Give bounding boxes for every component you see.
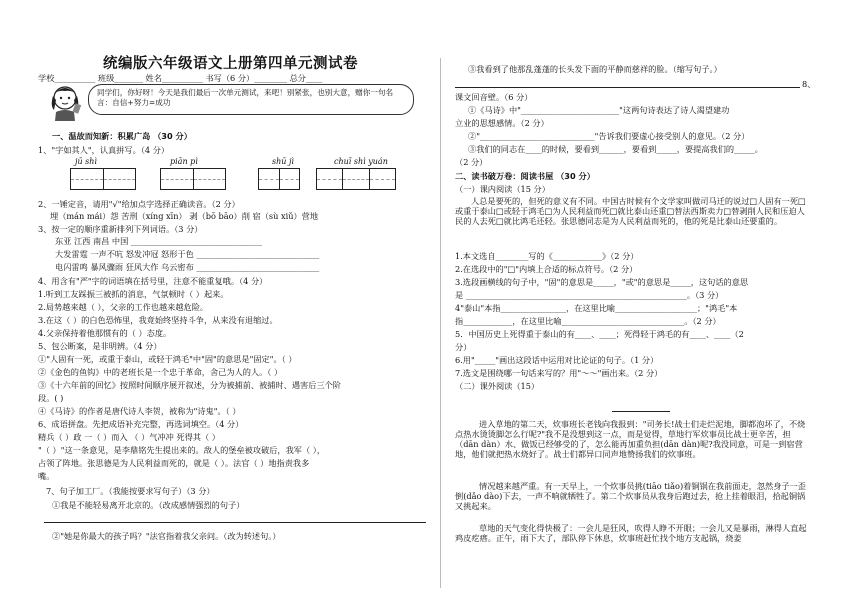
r3-para-3: 草地的天气变化得快极了：一会儿是狂风，吹得人睁不开眼；一会儿又是暴雨，淋得人直起鸡皮疙瘩。正午，雨下大了，部队停下休息，炊事班赶忙找个地方支起锅，烧姜 bbox=[455, 523, 807, 543]
q6: 6、成语拼盘。先把成语补充完整，再选词填空。（4 分） bbox=[38, 419, 244, 429]
q3: 3、按一定的顺序重新排列下列词语。（3 分） bbox=[38, 224, 203, 234]
q5: 5、包公断案，是非明辨。（4 分） bbox=[38, 341, 162, 351]
q7-1: ①我是不能轻易离开北京的。（改成感情强烈的句子） bbox=[52, 500, 245, 510]
answer-line-r0[interactable] bbox=[455, 87, 800, 88]
r2-q7: 7.选文是围绕哪一句话来写的？用"～～"画出来。（2 分） bbox=[455, 368, 663, 378]
r3: （二）课外阅读（15） bbox=[455, 381, 540, 391]
q7-2: ②"她是你最大的孩子吗？"法官指着我父亲问。（改为转述句。） bbox=[52, 531, 281, 541]
pinyin-2: piān pì bbox=[170, 157, 198, 166]
q5-3b: 段。( ) bbox=[38, 393, 64, 403]
r1-1b: 立业的思想感情。（2 分） bbox=[455, 118, 549, 128]
pinyin-4: chuī shì yuán bbox=[334, 157, 388, 166]
r3-para-2: 情况越来越严重。有一天早上，一个炊事员挑(tiāo tiǎo)着铜锅在我前面走，忽然身子一歪倒(dǎo dào)下去，一声不响就牺牲了。第二个炊事员从我身后跑过去，抢上挂着眼泪，拾起铜锅又挑起来。 bbox=[455, 481, 806, 511]
q6-row1: 精兵（ ）政 一（ ）而入 （ ）气冲冲 死得其（ ） bbox=[38, 432, 220, 442]
info-line: 学校__________ 班级_______ 姓名__________ 书写（6 分）________ 总分____ bbox=[38, 73, 323, 83]
r2-q5b: 分） bbox=[455, 342, 472, 352]
r1-3: ③我们的同志在____的时候，要看到______，要看到_____，要提高我们的_____。 bbox=[468, 144, 763, 154]
r2-q5: 5．中国历史上死得重于泰山的有____、____；死得轻于鸿毛的有____、____（2 bbox=[455, 329, 744, 339]
r1-2: ②"____________________________"告诉我们要虚心接受别人的意见。（2 分） bbox=[468, 131, 750, 141]
q6-row3: 占领了阵地。张思德是为人民利益而死的，就是（ ）。法官（ ）地指责我多 bbox=[38, 458, 310, 468]
r2-q3b: 是 ______________________________________________________。（3 分） bbox=[455, 290, 724, 300]
answer-line-q7-1[interactable] bbox=[44, 522, 426, 523]
q3-row2: 大发雷霆 一声不吭 怒发冲冠 怒形于色 ______________________________ bbox=[55, 249, 320, 259]
q5-1: ①"人固有一死，或重于泰山，或轻于鸿毛"中"固"的意思是"固定"。（ ） bbox=[38, 354, 297, 364]
writing-grid-2[interactable] bbox=[160, 168, 226, 190]
r2-q2: 2.在选段中的"□"内填上合适的标点符号。（2 分） bbox=[455, 264, 638, 274]
r1-1: ①《马诗》中"________________________"这两句诗表达了诗人渴望建功 bbox=[468, 105, 730, 115]
q2: 2、一锤定音，请用"√"给加点字选择正确读音。（2 分） bbox=[38, 199, 240, 209]
writing-grid-3[interactable] bbox=[258, 168, 300, 190]
q3-row1: 东亚 江西 南昌 中国 ________________________________ bbox=[55, 236, 262, 246]
q6-row2: "（ ）"这一条意见，是李鼎铭先生提出来的。敌人的堡垒被攻破后，我军（ ）， bbox=[38, 445, 326, 455]
q4-4: 4.父亲保持着他那惯有的（ ）态度。 bbox=[38, 328, 172, 338]
title-blank[interactable] bbox=[612, 411, 670, 412]
q7: 7、句子加工厂。（我能按要求写句子）（3 分） bbox=[46, 486, 215, 496]
r3-para-1: 进入草地的第二天，炊事班长老钱向我报到："司务长!战士们走烂泥地，脚都泡坏了，不烧点热水烫烫脚怎么行呢?"我不是没想到这一点，而是觉得，草地行军炊事员比战士更辛苦，担（dān dàn）水、做饭已经够受的了，怎么能再加重负担(dān dàn)呢?我没同意，可是一到宿营地，他们就把热水烧好了。战士们都异口同声地赞扬我们的炊事班。 bbox=[455, 419, 806, 459]
q6-row4: 嘴。 bbox=[38, 471, 55, 481]
writing-grid-4[interactable] bbox=[316, 168, 396, 190]
r2-q3: 3.选段画横线的句子中，"固"的意思是_____，"或"的意思是_____，这句话的意思 bbox=[455, 277, 749, 287]
q4-1: 1.听到工友踩振三被抓的消息，气氛顿时（ ）起来。 bbox=[38, 289, 229, 299]
r0: ③我看到了他那乱蓬蓬的长头发下面的平静而慈祥的脸。（缩写句子。） bbox=[468, 64, 722, 74]
page-title: 统编版六年级语文上册第四单元测试卷 bbox=[103, 56, 358, 72]
r2-q6: 6.用"_____"画出这段话中运用对比论证的句子。（1 分） bbox=[455, 355, 659, 365]
q4-3: 3.在这（ ）的白色恐怖里，我竟始终坚持斗争，从来没有退缩过。 bbox=[38, 315, 278, 325]
q1: 1、"字如其人"，认真拼写。（4 分） bbox=[38, 145, 170, 155]
q4-2: 2.局势越来越（ ），父亲的工作也越来越危险。 bbox=[38, 302, 209, 312]
writing-grid-1[interactable] bbox=[70, 168, 136, 190]
r2-q4: 4"泰山"本指________________，在这里比喻____________________；"鸿毛"本 bbox=[455, 303, 738, 313]
q5-4: ④《马诗》的作者是唐代诗人李贺，被称为"诗鬼"。（ ） bbox=[38, 406, 241, 416]
section-2-heading: 二、读书破万卷：阅读书屋 （30 分） bbox=[455, 171, 595, 181]
q4: 4、用含有"严"字的词语填在括号里，注意不能重复哦。（4 分） bbox=[38, 276, 268, 286]
speech-bubble: 同学们，你好呀！今天是我们最后一次单元测试，来吧！别紧张，也别大意，赠你一句名言：自信+努力=成功 bbox=[88, 84, 414, 115]
q3-row3: 电闪雷鸣 暴风骤雨 狂风大作 乌云密布 ______________________________ bbox=[55, 262, 320, 272]
r1: 课文回音壁。（6 分） bbox=[455, 92, 533, 102]
r2-passage: 人总是要死的，但死的意义有不同。中国古时候有个文学家叫做司马迁的说过□人固有一死□或重于泰山□或轻于鸿毛□为人民利益而死□就比泰山还重□替法西斯卖力□替剥削人民和压迫人民的人去死□就比鸿毛还轻。张思德同志是为人民利益而死的，他的死是比泰山还要重的。 bbox=[455, 196, 806, 226]
pinyin-1: jū shì bbox=[75, 157, 97, 166]
section-1-heading: 一、温故而知新：积累广岛 （30 分） bbox=[52, 131, 192, 141]
column-divider bbox=[440, 58, 441, 588]
cartoon-avatar bbox=[44, 82, 86, 122]
q5-3: ③《十六年前的回忆》按照时间顺序展开叙述，分为被捕前、被捕时、遇害后三个阶 bbox=[38, 380, 341, 390]
r2-q4b: 指____________，在这里比喻______________________________。（2 分） bbox=[455, 316, 721, 326]
q2-options: 埋（mán mái）怨 苦刑（xíng xīn） 剥（bō bāo）削 宿（sù xiǔ）营地 bbox=[50, 211, 319, 221]
r0-8: 8、 bbox=[802, 79, 816, 89]
r2: （一）课内阅读（15 分） bbox=[455, 184, 550, 194]
r1-3b: （2 分） bbox=[455, 157, 488, 167]
r2-q1: 1.本文选自________写的《____________》（2 分） bbox=[455, 251, 639, 261]
pinyin-3: shū jì bbox=[272, 157, 294, 166]
q5-2: ②《金色的鱼钩》中的老班长是一个忠于革命，舍己为人的人。（ ） bbox=[38, 367, 283, 377]
